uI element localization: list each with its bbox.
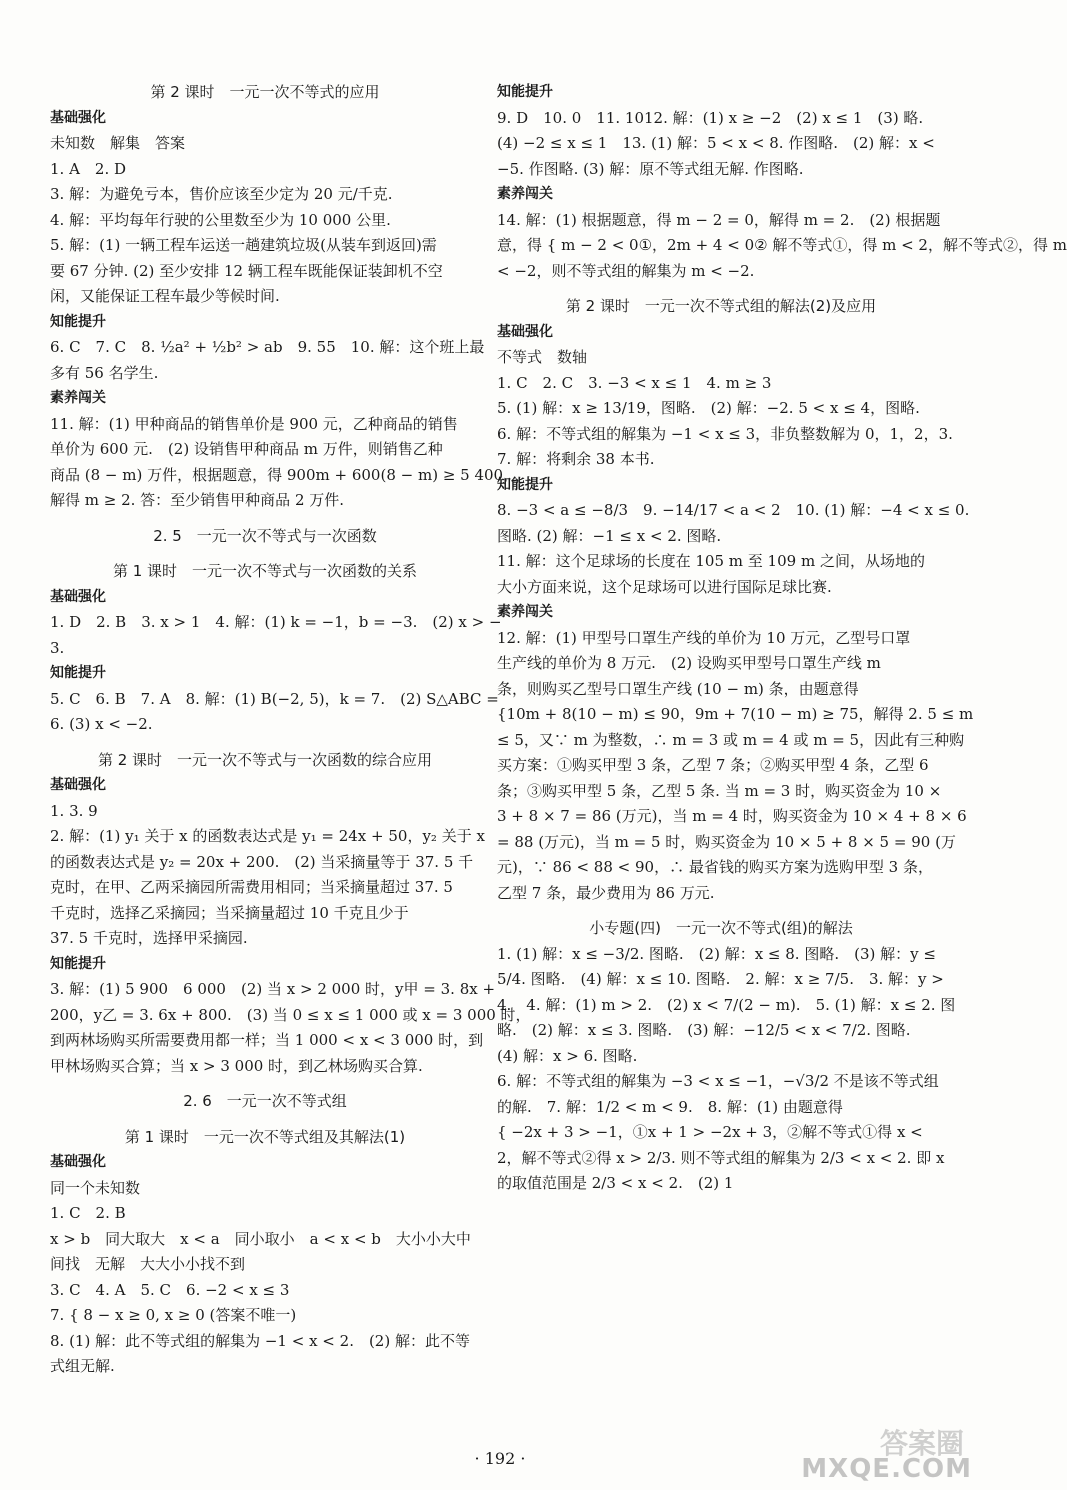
text-line: 2. 解：(1) y₁ 关于 x 的函数表达式是 y₁ = 24x + 50，y₂ 关于 x	[50, 827, 485, 845]
text-line: 1. C 2. C 3. −3 < x ≤ 1 4. m ≥ 3	[497, 373, 772, 392]
section-heading: 基础强化	[50, 777, 106, 793]
text-line: 1. A 2. D	[50, 159, 127, 178]
text-line: 未知数 解集 答案	[50, 134, 186, 152]
text-line: 式组无解.	[50, 1357, 115, 1375]
text-line: 11. 解：(1) 甲种商品的销售单价是 900 元，乙种商品的销售	[50, 414, 458, 433]
text-line: (4) 解：x > 6. 图略.	[497, 1046, 638, 1065]
text-line: 图略. (2) 解：−1 ≤ x < 2. 图略.	[497, 526, 722, 545]
text-line: 4. 解：平均每年行驶的公里数至少为 10 000 公里.	[50, 210, 391, 229]
section-heading: 知能提升	[50, 665, 106, 681]
text-line: 8. −3 < a ≤ −8/3 9. −14/17 < a < 2 10. (1) 解：−4 < x ≤ 0.	[497, 501, 970, 519]
text-line: 5. 解：(1) 一辆工程车运送一趟建筑垃圾(从装车到返回)需	[50, 236, 437, 254]
section-spacer	[50, 1115, 480, 1125]
text-line: 6. 解：不等式组的解集为 −3 < x ≤ −1，−√3/2 不是该不等式组	[497, 1072, 939, 1090]
text-line: 6. 解：不等式组的解集为 −1 < x ≤ 3，非负整数解为 0，1，2，3.	[497, 424, 953, 443]
text-line: 同一个未知数	[50, 1178, 141, 1197]
text-line: 200，y乙 = 3. 6x + 800. (3) 当 0 ≤ x ≤ 1 000 或 x = 3 000 时，	[50, 1005, 531, 1024]
section-heading: 素养闯关	[497, 186, 553, 202]
section-title: 2. 5 一元一次不等式与一次函数	[153, 526, 377, 545]
watermark-logo: 答案圈	[879, 1427, 964, 1460]
text-line: 不等式 数轴	[497, 348, 588, 366]
text-line: 到两林场购买所需要费用都一样；当 1 000 < x < 3 000 时，到	[50, 1031, 484, 1049]
section-title: 第 1 课时 一元一次不等式与一次函数的关系	[112, 562, 418, 580]
watermark-url: MXQE.COM	[801, 1454, 972, 1484]
left-column	[50, 80, 531, 1380]
text-line: 1. 3. 9	[50, 801, 98, 820]
section-title: 第 2 课时 一元一次不等式与一次函数的综合应用	[97, 750, 433, 769]
text-line: 5. C 6. B 7. A 8. 解：(1) B(−2, 5)，k = 7. (2) S△ABC =	[50, 689, 499, 708]
watermark	[802, 1422, 972, 1484]
text-line: 8. (1) 解：此不等式组的解集为 −1 < x < 2. (2) 解：此不等	[50, 1331, 470, 1350]
section-title: 第 1 课时 一元一次不等式组及其解法(1)	[124, 1127, 406, 1146]
text-line: { −2x + 3 > −1，①x + 1 > −2x + 3，②解不等式①得 x <	[497, 1123, 923, 1141]
text-line: 5/4. 图略. (4) 解：x ≤ 10. 图略. 2. 解：x ≥ 7/5. 3. 解：y >	[497, 970, 944, 988]
section-spacer	[50, 1079, 480, 1089]
section-spacer	[50, 738, 480, 748]
text-line: 6. C 7. C 8. ½a² + ½b² > ab 9. 55 10. 解：这个班上最	[50, 338, 485, 356]
section-spacer	[497, 284, 945, 294]
text-line: 千克时，选择乙采摘园；当采摘量超过 10 千克且少于	[50, 903, 409, 922]
text-line: 3 + 8 × 7 = 86 (万元)，当 m = 4 时，购买资金为 10 × 4 + 8 × 6	[497, 807, 967, 825]
text-line: 11. 解：这个足球场的长度在 105 m 至 109 m 之间，从场地的	[497, 552, 925, 570]
text-line: 解得 m ≥ 2. 答：至少销售甲种商品 2 万件.	[50, 491, 345, 509]
text-line: 元)，∵ 86 < 88 < 90，∴ 最省钱的购买方案为选购甲型 3 条，	[497, 858, 933, 876]
text-line: 的取值范围是 2/3 < x < 2. (2) 1	[497, 1174, 734, 1192]
text-line: 多有 56 名学生.	[50, 363, 159, 382]
section-spacer	[50, 549, 480, 559]
text-line: 1. D 2. B 3. x > 1 4. 解：(1) k = −1，b = −3. (2) x > −	[50, 613, 502, 631]
text-line: 7. 解：将剩余 38 本书.	[497, 450, 655, 468]
section-heading: 基础强化	[50, 109, 106, 126]
right-column	[497, 80, 1067, 1197]
text-line: < −2，则不等式组的解集为 m < −2.	[497, 261, 755, 280]
section-spacer	[50, 514, 480, 524]
section-title: 2. 6 一元一次不等式组	[183, 1092, 347, 1110]
text-line: 1. (1) 解：x ≤ −3/2. 图略. (2) 解：x ≤ 8. 图略. (3) 解：y ≤	[497, 944, 936, 963]
text-line: 14. 解：(1) 根据题意，得 m − 2 = 0，解得 m = 2. (2) 根据题	[497, 210, 941, 229]
text-line: 意，得 { m − 2 < 0①，2m + 4 < 0② 解不等式①，得 m < 2，解不等式②，得 m	[497, 236, 1067, 254]
text-line: 条；③购买甲型 5 条，乙型 5 条. 当 m = 3 时，购买资金为 10 ×	[497, 781, 942, 800]
section-heading: 知能提升	[50, 955, 106, 972]
text-line: 条，则购买乙型号口罩生产线 (10 − m) 条，由题意得	[497, 679, 859, 698]
text-line: 7. { 8 − x ≥ 0, x ≥ 0 (答案不唯一)	[50, 1306, 297, 1324]
text-line: = 88 (万元)，当 m = 5 时，购买资金为 10 × 5 + 8 × 5 = 90 (万	[497, 832, 956, 851]
text-line: 要 67 分钟. (2) 至少安排 12 辆工程车既能保证装卸机不空	[50, 261, 443, 280]
text-line: 2，解不等式②得 x > 2/3. 则不等式组的解集为 2/3 < x < 2. 即 x	[497, 1148, 945, 1167]
text-line: 略. (2) 解：x ≤ 3. 图略. (3) 解：−12/5 < x < 7/2. 图略.	[497, 1021, 911, 1039]
text-line: 3. 解：为避免亏本，售价应该至少定为 20 元/千克.	[50, 185, 393, 203]
section-heading: 知能提升	[50, 313, 106, 330]
text-line: 的解. 7. 解：1/2 < m < 9. 8. 解：(1) 由题意得	[497, 1097, 843, 1116]
text-line: (4) −2 ≤ x ≤ 1 13. (1) 解：5 < x < 8. 作图略. (2) 解：x <	[497, 134, 935, 152]
text-line: 大小方面来说，这个足球场可以进行国际足球比赛.	[497, 577, 832, 596]
section-title: 第 2 课时 一元一次不等式的应用	[150, 83, 380, 101]
section-heading: 知能提升	[497, 84, 553, 100]
text-line: −5. 作图略. (3) 解：原不等式组无解. 作图略.	[497, 159, 804, 178]
text-line: 生产线的单价为 8 万元. (2) 设购买甲型号口罩生产线 m	[497, 654, 881, 672]
text-line: 9. D 10. 0 11. 1012. 解：(1) x ≥ −2 (2) x ≤ 1 (3) 略.	[497, 108, 924, 127]
text-line: 乙型 7 条，最少费用为 86 万元.	[497, 883, 715, 902]
section-spacer	[497, 906, 945, 916]
text-line: 间找 无解 大大小小找不到	[50, 1255, 246, 1273]
text-line: 3. C 4. A 5. C 6. −2 < x ≤ 3	[50, 1280, 290, 1299]
section-title: 第 2 课时 一元一次不等式组的解法(2)及应用	[565, 297, 877, 315]
text-line: 的函数表达式是 y₂ = 20x + 200. (2) 当采摘量等于 37. 5 千	[50, 852, 474, 871]
page-number: · 192 ·	[474, 1449, 526, 1468]
section-heading: 素养闯关	[497, 604, 553, 620]
section-heading: 基础强化	[50, 1154, 106, 1170]
section-heading: 基础强化	[497, 323, 553, 340]
text-line: ≤ 5，又∵ m 为整数，∴ m = 3 或 m = 4 或 m = 5，因此有三种购	[497, 730, 965, 749]
text-line: 闲，又能保证工程车最少等候时间.	[50, 287, 280, 305]
text-line: 甲林场购买合算；当 x > 3 000 时，到乙林场购买合算.	[50, 1056, 423, 1075]
text-line: {10m + 8(10 − m) ≤ 90，9m + 7(10 − m) ≥ 75，解得 2. 5 ≤ m	[497, 705, 974, 723]
text-line: 5. (1) 解：x ≥ 13/19，图略. (2) 解：−2. 5 < x ≤ 4，图略.	[497, 399, 920, 417]
text-line: 37. 5 千克时，选择甲采摘园.	[50, 929, 248, 947]
section-title: 小专题(四) 一元一次不等式(组)的解法	[589, 919, 853, 937]
text-line: 单价为 600 元. (2) 设销售甲种商品 m 万件，则销售乙种	[50, 440, 443, 458]
section-heading: 素养闯关	[50, 390, 106, 406]
text-line: 1. C 2. B	[50, 1204, 126, 1222]
text-line: 3. 解：(1) 5 900 6 000 (2) 当 x > 2 000 时，y甲 = 3. 8x +	[50, 980, 496, 998]
section-heading: 知能提升	[497, 476, 553, 493]
text-line: 买方案：①购买甲型 3 条，乙型 7 条；②购买甲型 4 条，乙型 6	[497, 756, 929, 774]
text-line: 4. 4. 解：(1) m > 2. (2) x < 7/(2 − m). 5. (1) 解：x ≤ 2. 图	[497, 995, 956, 1014]
text-line: 克时，在甲、乙两采摘园所需费用相同；当采摘量超过 37. 5	[50, 878, 453, 896]
text-line: 6. (3) x < −2.	[50, 715, 153, 733]
text-line: 3.	[50, 638, 65, 657]
text-line: 12. 解：(1) 甲型号口罩生产线的单价为 10 万元，乙型号口罩	[497, 628, 911, 647]
text-line: x > b 同大取大 x < a 同小取小 a < x < b 大小小大中	[50, 1229, 471, 1248]
text-line: 商品 (8 − m) 万件，根据题意，得 900m + 600(8 − m) ≥ 5 400，	[50, 465, 519, 484]
section-heading: 基础强化	[50, 588, 106, 605]
